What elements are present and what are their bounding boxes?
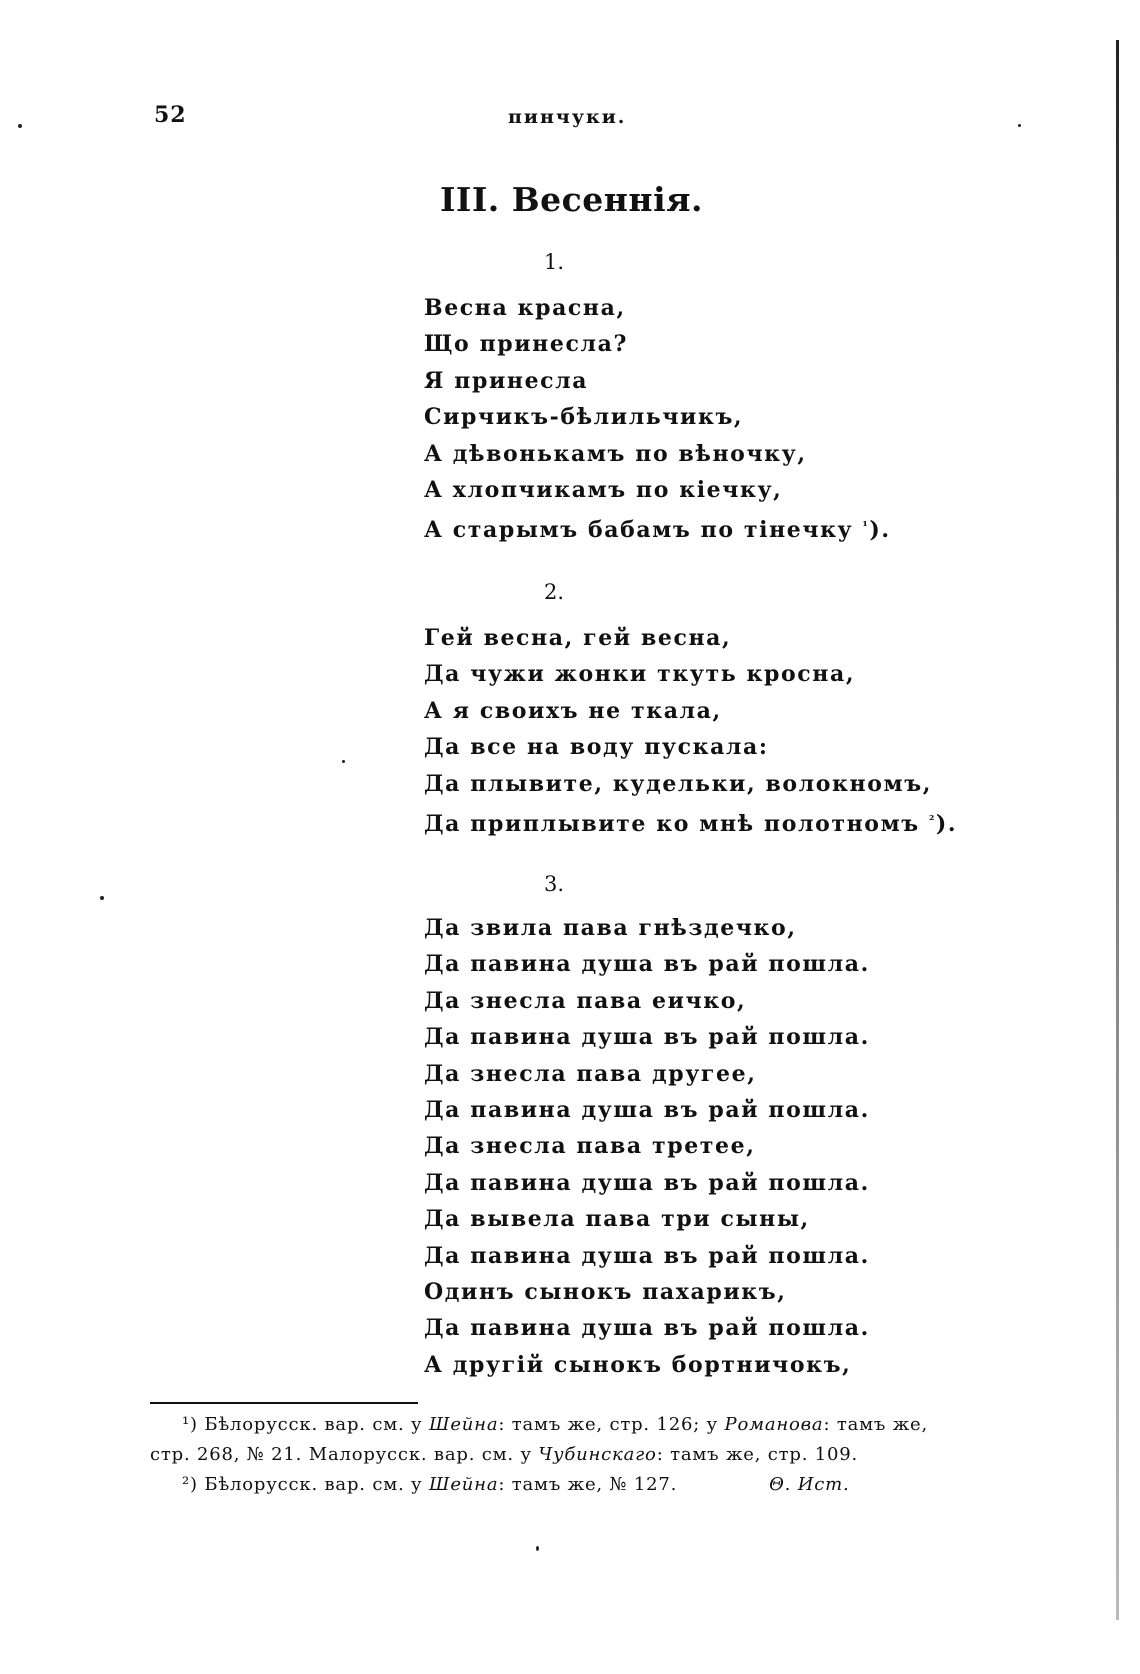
verse-line: Що принесла? <box>424 331 628 358</box>
editor-signature: Θ. Ист. <box>769 1474 850 1495</box>
author-name: Шейна <box>428 1414 499 1435</box>
running-head: пинчуки. <box>508 106 627 128</box>
verse-line: Да все на воду пускала: <box>424 734 769 761</box>
song-number: 2. <box>543 580 565 604</box>
footnote-text: Бѣлорусск. вар. см. у <box>204 1474 423 1495</box>
verse-line: Да знесла пава третее, <box>424 1133 756 1160</box>
verse-line: А я своихъ не ткала, <box>424 697 722 724</box>
footnote-marker: ²) <box>182 1474 198 1495</box>
song-2-verse <box>424 620 957 838</box>
footnote-text: : тамъ же, № 127. <box>498 1474 678 1495</box>
verse-line: Да звила пава гнѣздечко, <box>424 915 797 941</box>
author-name: Шейна <box>428 1474 499 1495</box>
song-number: 3. <box>543 872 565 896</box>
closing-punctuation: ). <box>869 517 891 544</box>
footnote-text: : тамъ же, стр. 109. <box>656 1444 859 1465</box>
verse-line: Да павина душа въ рай пошла. <box>424 1096 870 1123</box>
print-speck <box>100 896 104 900</box>
verse-line: Да чужи жонки ткуть кросна, <box>424 661 856 688</box>
print-speck <box>342 760 345 763</box>
verse-line: Да павина душа въ рай пошла. <box>424 1242 870 1269</box>
verse-line: Я принесла <box>424 367 589 394</box>
print-speck <box>18 124 22 128</box>
footnote-1-line-2 <box>150 1440 970 1470</box>
page-number: 52 <box>154 102 187 128</box>
footnotes <box>150 1410 970 1500</box>
song-1-verse <box>424 290 891 545</box>
verse-line: Да знесла пава еичко, <box>424 987 747 1014</box>
song-number: 1. <box>543 250 565 274</box>
footnote-text: стр. 268, № 21. Малорусск. вар. см. у <box>150 1444 532 1465</box>
footnote-marker: ¹) <box>182 1414 198 1435</box>
verse-line <box>424 508 891 544</box>
verse-line: А дѣвонькамъ по вѣночку, <box>424 440 807 467</box>
author-name: Романова <box>724 1414 824 1435</box>
verse-line: Да павина душа въ рай пошла. <box>424 1169 870 1196</box>
footnote-divider <box>150 1402 418 1404</box>
print-speck <box>1018 124 1021 127</box>
verse-line: Да плывите, кудельки, волокномъ, <box>424 770 932 797</box>
verse-line: Сирчикъ-бѣлильчикъ, <box>424 404 744 431</box>
footnote-1-line-1 <box>150 1410 970 1440</box>
verse-line-text: Да приплывите ко мнѣ полотномъ <box>424 810 920 837</box>
footnote-reference: ¹ <box>862 519 870 534</box>
verse-line: Да знесла пава другее, <box>424 1060 757 1087</box>
verse-line <box>424 802 957 838</box>
print-speck <box>536 1546 539 1551</box>
footnote-text: Бѣлорусск. вар. см. у <box>204 1414 423 1435</box>
page-edge-shadow <box>1116 40 1119 1620</box>
verse-line-text: А старымъ бабамъ по тінечку <box>424 517 854 544</box>
verse-line: Да вывела пава три сыны, <box>424 1206 810 1233</box>
verse-line: А другій сынокъ бортничокъ, <box>424 1351 852 1378</box>
section-title: III. Весеннія. <box>440 180 703 219</box>
verse-line: Да павина душа въ рай пошла. <box>424 1315 870 1342</box>
verse-line: Да павина душа въ рай пошла. <box>424 1024 870 1051</box>
verse-line: Весна красна, <box>424 295 626 321</box>
verse-line: Гей весна, гей весна, <box>424 625 732 651</box>
verse-line: Одинъ сынокъ пахарикъ, <box>424 1278 787 1305</box>
song-3-verse <box>424 910 870 1383</box>
verse-line: Да павина душа въ рай пошла. <box>424 951 870 978</box>
footnote-text: : тамъ же, стр. 126; у <box>498 1414 719 1435</box>
footnote-text: : тамъ же, <box>823 1414 929 1435</box>
closing-punctuation: ). <box>935 810 958 837</box>
footnote-2-line-1 <box>150 1470 970 1500</box>
author-name: Чубинскаго <box>538 1444 657 1465</box>
footnote-reference: ² <box>929 812 936 827</box>
verse-line: А хлопчикамъ по кіечку, <box>424 476 783 503</box>
